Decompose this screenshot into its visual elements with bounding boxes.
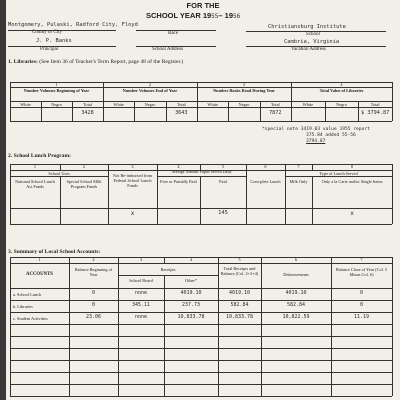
rule-line <box>246 164 247 224</box>
sub-heading: Negro <box>51 102 62 107</box>
sub-heading: Negro <box>144 102 156 107</box>
rule-line <box>10 107 392 108</box>
principal-value: J. P. Banks <box>36 38 72 44</box>
form-title: FOR THE <box>186 1 220 10</box>
sub-heading: White <box>113 102 124 107</box>
rule-line <box>10 257 11 396</box>
sub-heading: White <box>20 102 31 107</box>
principal-label: Principal <box>40 47 59 52</box>
other-heading: Other* <box>185 278 197 283</box>
rule-line <box>118 275 218 276</box>
special-note-line2: 375.84 added 55-56 <box>306 133 356 138</box>
column-heading: Only a la Carte and/or Single Items <box>321 179 383 184</box>
rule-line <box>10 396 392 397</box>
account-value: 11.19 <box>353 314 370 320</box>
rule-line <box>10 263 392 264</box>
disbursements-heading: Disbursements <box>283 272 309 277</box>
group-heading: Number Books Read During Year <box>213 88 275 93</box>
column-number: 2 <box>82 164 86 169</box>
account-value: 0 <box>359 302 363 308</box>
rule-line <box>10 288 392 289</box>
balance-heading: Balance Beginning of Year <box>74 267 113 277</box>
library-value: 7872 <box>269 110 282 116</box>
account-value: 23.06 <box>85 314 102 320</box>
rule-line <box>10 360 392 361</box>
sub-heading: Total <box>270 102 280 107</box>
year-separator: – 19 <box>218 11 234 20</box>
rule-line <box>10 300 392 301</box>
county-label: County or City <box>32 30 63 35</box>
column-heading: Milk Only <box>289 179 308 184</box>
rule-line <box>157 176 246 177</box>
library-value: $ 3794.87 <box>361 110 390 116</box>
library-value: 3428 <box>81 110 94 116</box>
column-number: 5 <box>221 164 225 169</box>
lunch-value: x <box>130 210 135 217</box>
rule-line <box>10 121 392 122</box>
school-year-prefix: SCHOOL YEAR 19 <box>146 11 212 20</box>
column-number: 2 <box>92 257 95 262</box>
year-end: 56 <box>233 13 241 20</box>
rule-line <box>10 336 392 337</box>
account-value: 0 <box>91 290 95 296</box>
race-label: Race <box>168 31 178 36</box>
account-row-label: c. Student Activities <box>13 315 48 321</box>
group-heading: Total Value of Libraries <box>319 88 364 93</box>
rule-line <box>312 176 313 224</box>
total-heading: Total Receipts and Balance (Col. 2+3+4) <box>220 266 259 276</box>
vacation-address-label: Vacation Address <box>291 47 326 52</box>
rule-line <box>60 176 61 224</box>
library-value: 3643 <box>175 110 188 116</box>
lunch-value: 145 <box>218 210 228 216</box>
close-balance-heading: Balance Close of Year (Col. 5 Minus Col. 6) <box>335 267 388 277</box>
rule-line <box>200 176 201 224</box>
account-value: 237.73 <box>181 302 201 308</box>
column-heading: Free or Partially Paid <box>160 179 197 184</box>
accounts-heading: ACCOUNTS <box>26 272 53 277</box>
account-value: none <box>134 290 148 296</box>
rule-line <box>10 324 392 325</box>
group-heading: School Uses <box>48 170 70 176</box>
county-value: Montgomery, Pulaski, Radford City, Floyd <box>8 22 138 28</box>
column-number: 4 <box>177 164 180 169</box>
column-number: 5 <box>238 257 241 262</box>
column-number: 8 <box>350 164 354 169</box>
column-number: 6 <box>264 164 267 169</box>
account-row-label: b. Libraries <box>13 303 33 309</box>
rule-line <box>10 208 392 209</box>
rule-line <box>261 257 262 396</box>
rule-line <box>331 257 332 396</box>
column-number: 4 <box>189 257 193 262</box>
libraries-title: 1. Libraries: <box>8 59 38 65</box>
year-start: 55 <box>211 13 219 20</box>
accounts-title: 3. Summary of Local School Accounts: <box>8 249 101 255</box>
rule-line <box>10 176 108 177</box>
receipts-heading: Receipts <box>160 267 176 272</box>
special-note-line3: 3794.87 <box>306 139 326 144</box>
libraries-section <box>8 59 183 65</box>
rule-line <box>218 257 219 396</box>
account-value: 4019.10 <box>228 290 251 296</box>
school-address-label: School Address <box>152 47 184 52</box>
account-value: 0 <box>91 302 95 308</box>
school-value: Christiansburg Institute <box>268 24 346 30</box>
account-value: 582.84 <box>286 302 306 308</box>
school-board-heading: School Board <box>129 278 153 283</box>
rule-line <box>285 176 392 177</box>
sub-heading: White <box>302 102 314 107</box>
libraries-note: (See Item 36 of Teacher's Term Report, page 48 of the Register.) <box>39 59 184 65</box>
column-number: 3 <box>131 164 134 169</box>
report-page <box>6 0 400 400</box>
school-label: School <box>306 32 320 37</box>
group-heading: Number Volumes Beginning of Year <box>23 88 90 93</box>
account-value: 4019.10 <box>285 290 307 296</box>
rule-line <box>10 348 392 349</box>
rule-line <box>392 82 393 121</box>
rule-line <box>10 384 392 385</box>
rule-line <box>10 312 392 313</box>
account-value: 345.11 <box>131 302 151 308</box>
lunch-title: 2. School Lunch Program: <box>8 153 71 159</box>
sub-heading: Total <box>176 102 186 107</box>
group-heading: Number Volumes End of Year <box>122 88 178 93</box>
rule-line <box>392 164 393 224</box>
sub-heading: Total <box>83 102 92 107</box>
column-number: 3 <box>242 82 246 87</box>
school-year-label <box>146 11 240 20</box>
rule-line <box>10 372 392 373</box>
sub-heading: Negro <box>238 102 250 107</box>
column-number: 7 <box>297 164 300 169</box>
column-heading: National School Lunch Act Funds <box>15 179 55 189</box>
sub-heading: Total <box>370 102 380 107</box>
school-address-value: Cambria, Virginia <box>284 39 340 45</box>
account-value: 4019.10 <box>180 290 202 296</box>
account-value: none <box>134 314 148 320</box>
column-number: 1 <box>38 257 41 262</box>
account-value: 0 <box>359 290 363 296</box>
rule-line <box>10 224 392 225</box>
group-heading: Type of Lunch Served <box>319 170 358 176</box>
column-number: 2 <box>148 82 152 87</box>
column-number: 3 <box>139 257 143 262</box>
column-number: 1 <box>55 82 58 87</box>
column-heading: Special School Milk Program Funds <box>66 179 102 189</box>
sub-heading: Negro <box>336 102 347 107</box>
column-heading: Not Re-imbursed from Federal School Lunch Funds <box>112 173 153 188</box>
account-value: 10,822.59 <box>282 314 310 320</box>
rule-line <box>69 257 70 396</box>
rule-line <box>392 257 393 396</box>
group-heading: Average Number Pupils Served Daily <box>171 169 232 174</box>
account-value: 10,833.78 <box>177 314 205 320</box>
column-heading: Paid <box>219 179 227 184</box>
sub-heading: White <box>207 102 218 107</box>
column-number: 4 <box>340 82 343 87</box>
account-row-label: a. School Lunch <box>13 291 42 297</box>
column-number: 7 <box>360 257 363 262</box>
account-value: 582.84 <box>230 302 249 308</box>
column-heading: Com-plete Lunch <box>250 179 281 184</box>
lunch-value: x <box>350 210 354 217</box>
column-number: 6 <box>294 257 298 262</box>
column-number: 1 <box>33 164 37 169</box>
account-value: 10,833.78 <box>225 314 254 320</box>
special-note-line1: *special note 3419.03 value 1955 report <box>262 127 370 132</box>
